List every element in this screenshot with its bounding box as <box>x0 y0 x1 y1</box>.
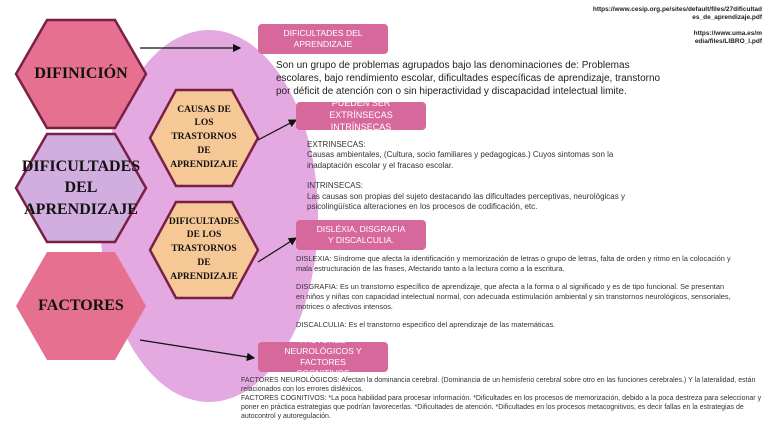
source-uma[interactable]: https://www.uma.es/m edia/files/LIBRO_l.pdf <box>693 30 762 46</box>
arrow-factores <box>140 340 254 358</box>
hexagon-definicion-label: DIFINICIÓN <box>34 65 128 83</box>
pill-factors: FACTORES NEUROLÓGICOS Y FACTORES COGNITIVOS <box>258 342 388 372</box>
neuro-factors-text: FACTORES NEUROLÓGICOS: Afectan la dominancia cerebral. (Dominancia de un hemisferio cerebral sobre otro en las funciones cerebrales.) Y la lateralidad, están relacionados con los errores disléxicos. <box>241 377 756 394</box>
hexagon-factores-label: FACTORES <box>38 297 124 315</box>
extrinsic-title: EXTRINSECAS: <box>307 140 366 149</box>
hexagon-dificultades-label: DIFICULTADES DEL APRENDIZAJE <box>21 157 141 218</box>
hexagon-dificultades <box>14 132 148 244</box>
pill-disorders: DISLÉXIA, DISGRAFIA Y DISCALCULIA. <box>296 220 426 250</box>
pill-definition: DIFICULTADES DEL APRENDIZAJE <box>258 24 388 54</box>
intrinsic-text: Las causas son propias del sujeto destacando las dificultades perceptivas, neurológicas y psicolingüística alteraciones en los procesos de codificación, etc. <box>307 191 625 211</box>
factors-block <box>241 376 763 421</box>
hexagon-dificultades-trastornos <box>148 200 260 300</box>
disorders-block <box>296 254 732 330</box>
arrow-causas <box>258 120 296 140</box>
causes-block <box>307 140 637 212</box>
dyscalculia-text: DISCALCULIA: Es el transtorno especifico del aprendizaje de las matemáticas. <box>296 320 556 330</box>
cognitive-factors-text: FACTORES COGNITIVOS: *La poca habilidad para procesar información. *Dificultades en los procesos de memorización, debido a la poca destreza para seleccionar y poner en práctica estrategias que podrían favorecerlas. *Dificultades de atención. *Dificultades en los procesos metacognitivos, es decir fallas en la estrategias de autocontrol y autoregulación. <box>241 395 762 421</box>
pill-causes: PUEDEN SER EXTRÍNSECAS INTRÍNSECAS <box>296 102 426 130</box>
intrinsic-title: INTRINSECAS: <box>307 181 364 191</box>
definition-text: Son un grupo de problemas agrupados bajo las denominaciones de: Problemas escolares, bajo rendimiento escolar, dificultades específicas de aprendizaje, transtorno por déficit de atención con o sin hiperactividad y discapacidad intelectual limite. <box>276 60 661 97</box>
extrinsic-text: Causas ambientales, (Cultura, socio familiares y pedagogicas.) Cuyos sintomas son la inadaptación escolar y el fracaso escolar. <box>307 150 614 170</box>
dyslexia-text: DISLEXIA: Síndrome que afecta la identificación y memorización de letras o grupo de letras, falta de orden y ritmo en la colocación y mala estructuración de las frases, Afectando tanto a la lectura como a la escritura. <box>296 254 731 273</box>
dysgraphia-text: DISGRAFIA: Es un transtorno específico de aprendizaje, que afecta a la forma o al significado y es de tipo funcional. Se presentan en niños y niñas con capacidad intelectual normal, con adecuada estimulación ambiental y sin transtornos neurológicos, sensoriales, motrices o afectivos intensos. <box>296 282 731 311</box>
hexagon-causas-label: CAUSAS DE LOS TRASTORNOS DE APRENDIZAJE <box>170 104 238 170</box>
arrow-dificultades <box>258 238 296 262</box>
hexagon-causas <box>148 88 260 188</box>
hexagon-definicion <box>14 18 148 130</box>
hexagon-factores <box>14 250 148 362</box>
source-cesip[interactable]: https://www.cesip.org.pe/sites/default/files/27dificultad es_de_aprendizaje.pdf <box>592 6 762 22</box>
hexagon-dificultades-trastornos-label: DIFICULTADES DE LOS TRASTORNOS DE APRENDIZAJE <box>168 216 240 282</box>
